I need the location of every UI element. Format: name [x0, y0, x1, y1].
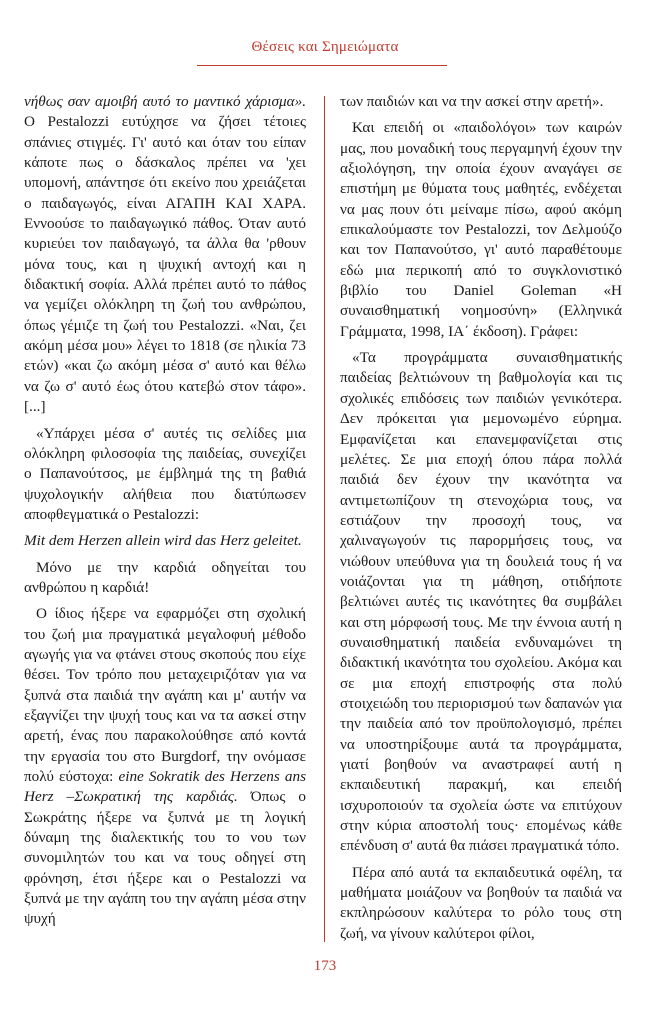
paragraph	[340, 92, 622, 112]
text-run: «Υπάρχει μέσα σ' αυτές τις σελίδες μια ολόκληρη φιλοσοφία της παιδείας, συνεχίζει ο Παπανούτσος, με έμβλημά της τη βαθιά ψυχολογικήν αλήθεια που διατύπωσεν αποφθεγματικά ο Pestalozzi:	[24, 424, 306, 523]
text-run: των παιδιών και να την ασκεί στην αρετή».	[340, 93, 604, 110]
text-run: Ο Pestalozzi ευτύχησε να ζήσει τέτοιες σπάνιες στιγμές. Γι' αυτό και όταν του είπαν κάποτε πως ο δάσκαλος πρέπει να 'χει υπομονή, απάντησε ότι εκείνο που χρειάζεται ο παιδαγωγός, είναι ΑΓΑΠΗ ΚΑΙ ΧΑΡΑ. Εννοούσε το παιδαγωγικό πάθος. Όταν αυτό κυριεύει τον παιδαγωγό, τα άλλα θα 'ρθουν μόνα τους, και η ψυχική αντοχή και η διδακτική σοφία. Αλλά πρέπει αυτό το πάθος να γεμίζει ολόκληρη τη ζωή του ανθρώπου, όπως γέμιζε τη ζωή του Pestalozzi. «Ναι, ζει ακόμη μέσα μου» λέγει το 1818 (σε ηλικία 73 ετών) «και ζω ακόμη μέσα σ' αυτό και θέλω να ζω σ' αυτό έως ότου κατεβώ στον τάφο». [...]	[24, 113, 306, 416]
page-number: 173	[313, 958, 337, 974]
paragraph	[24, 558, 306, 599]
paragraph	[24, 424, 306, 526]
right-column	[340, 92, 622, 950]
column-divider	[324, 96, 325, 942]
text-run: Πέρα από αυτά τα εκπαιδευτικά οφέλη, τα μαθήματα μοιάζουν να βοηθούν τα παιδιά να εκπληρώσουν καλύτερα το ρόλο τους στη ζωή, να γίνουν καλύτεροι φίλοι,	[340, 863, 622, 942]
paragraph	[340, 118, 622, 342]
left-column	[24, 92, 306, 936]
header-underline	[197, 65, 447, 66]
text-run: «Τα προγράμματα συναισθηματικής παιδείας βελτιώνουν τη βαθμολογία και τις σχολικές επιδόσεις των παιδιών γενικότερα. Δεν πρόκειται για μεμονωμένο εύρημα. Εμφανίζεται και επανεμφανίζεται στις μελέτες. Σε μια εποχή όπου πάρα πολλά παιδιά δεν έχουν την ικανότητα να αντιμετωπίζουν τη στενοχώρια τους, να εστιάζουν την προσοχή τους, να χαλιναγωγούν τις παρορμήσεις τους, να νιώθουν υπεύθυνα για τη δουλειά τους ή να νοιάζονται για τη μάθηση, οτιδήποτε βελτιώνει αυτές τις ικανότητες θα συμβάλει και στη μόρφωσή τους. Με την έννοια αυτή η συναισθηματική παιδεία ενδυναμώνει τη διδακτική ικανότητα του σχολείου. Ακόμα και σε μια εποχή επιστροφής στα πολύ στοιχειώδη του περιορισμού των δαπανών για την παιδεία από τον προϋπολογισμό, πρέπει να υποστηρίξουμε αυτά τα προγράμματα, γιατί βοηθούν να αναστραφεί αυτή η εκπαιδευτική παρακμή, και επειδή ισχυροποιούν τα σχολεία ώστε να επιτύχουν στην κύρια αποστολή τους· επομένως κάθε επένδυση σ' αυτά θα πιάσει πραγματικά τόπο.	[340, 349, 622, 855]
italic-text: Mit dem Herzen allein wird das Herz geleitet.	[24, 532, 302, 550]
italic-text: νήθως σαν αμοιβή αυτό το μαντικό χάρισμα».	[24, 93, 306, 110]
text-run: Ο ίδιος ήξερε να εφαρμόζει στη σχολική του ζωή μια πραγματικά μεγαλοφυή μέθοδο αγωγής για να φτάνει στους σκοπούς που είχε θέσει. Τον τρόπο που μεταχειριζόταν για να ξυπνά στα παιδιά την αγάπη και μ' αυτήν να εξαγνίζει την ψυχή τους και να τα ασκεί στην αρετή, ένας που παρακολούθησε από κοντά την εργασία του στο Burgdorf, την ονόμασε πολύ εύστοχα:	[24, 605, 306, 785]
italic-text: eine Sokratik des Herzens ans Herz –Σωκρατική της καρδιάς.	[24, 768, 306, 806]
text-run: Και επειδή οι «παιδολόγοι» των καιρών μας, που μοναδική τους περγαμηνή έχουν την αξιολόγηση, την οποία έχουν αναγάγει σε επιστήμη με θύματα τους μαθητές, ενδέχεται να μας πουν ότι μείναμε πίσω, αφού ακόμη επικαλούμαστε τον Pestalozzi, τον Δελμούζο και τον Παπανούτσο, γι' αυτό παραθέτουμε εδώ μια περικοπή από το συγκλονιστικό βιβλίο του Daniel Goleman «Η συναισθηματική νοημοσύνη» (Ελληνικά Γράμματα, 1998, ΙΑ΄ έκδοση). Γράφει:	[340, 119, 622, 340]
paragraph	[24, 531, 306, 551]
paragraph	[340, 348, 622, 857]
text-run: Μόνο με την καρδιά οδηγείται του ανθρώπου η καρδιά!	[24, 558, 306, 596]
paragraph	[24, 604, 306, 930]
paragraph	[340, 863, 622, 944]
running-header: Θέσεις και Σημειώματα	[251, 39, 399, 55]
paragraph	[24, 92, 306, 418]
text-run: Όπως ο Σωκράτης ήξερε να ξυπνά με τη λογική δύναμη της διαλεκτικής του το νου των συνομιλητών του και να τους οδηγεί στη φρόνηση, έτσι ήξερε και ο Pestalozzi να ξυπνά με την αγάπη του την αγάπη μέσα στην ψυχή	[24, 788, 306, 928]
